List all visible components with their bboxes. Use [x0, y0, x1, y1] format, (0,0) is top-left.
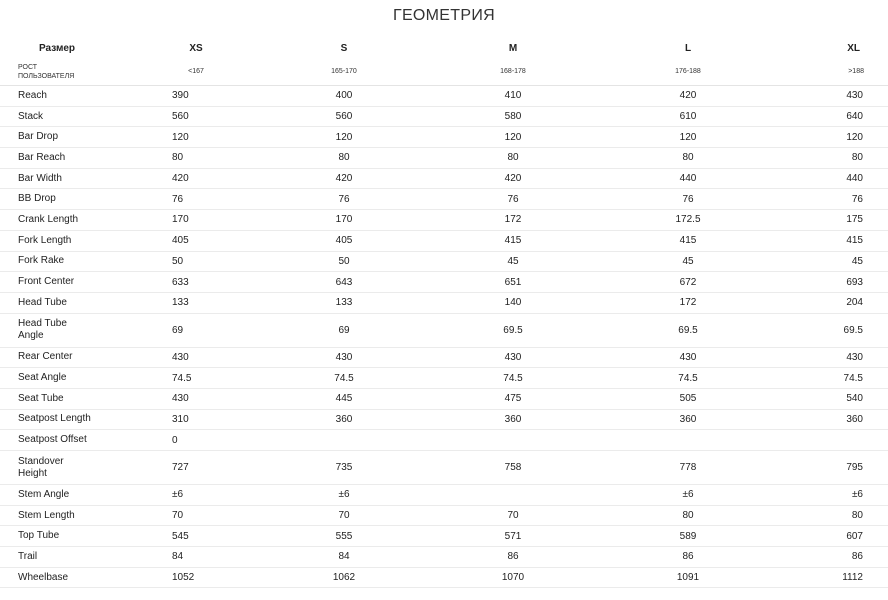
row-label: Standover Height: [0, 451, 130, 485]
cell-xs: 70: [130, 505, 262, 526]
height-l: 176-188: [600, 58, 776, 86]
row-label: BB Drop: [0, 189, 130, 210]
cell-xs: 74.5: [130, 368, 262, 389]
cell-m: 172: [426, 210, 600, 231]
size-s: S: [340, 42, 348, 54]
row-label: Head Tube: [0, 292, 130, 313]
table-row: [0, 148, 888, 169]
table-row: [0, 567, 888, 588]
table-row: [0, 368, 888, 389]
cell-m: 74.5: [426, 368, 600, 389]
height-xs: <167: [130, 58, 262, 86]
cell-xl: 80: [776, 505, 888, 526]
cell-s: 80: [262, 148, 426, 169]
cell-s: 133: [262, 292, 426, 313]
cell-s: 643: [262, 272, 426, 293]
cell-m: 580: [426, 106, 600, 127]
cell-m: 45: [426, 251, 600, 272]
row-label: Seat Angle: [0, 368, 130, 389]
cell-l: 172.5: [600, 210, 776, 231]
cell-xl: 80: [776, 148, 888, 169]
cell-xs: 69: [130, 313, 262, 347]
table-row: [0, 168, 888, 189]
cell-xs: 84: [130, 547, 262, 568]
cell-xl: ±6: [776, 485, 888, 506]
cell-xs: 80: [130, 148, 262, 169]
cell-xs: 560: [130, 106, 262, 127]
cell-s: 76: [262, 189, 426, 210]
table-row: [0, 292, 888, 313]
cell-xl: 120: [776, 127, 888, 148]
cell-xl: 69.5: [776, 313, 888, 347]
row-label: Seat Tube: [0, 388, 130, 409]
cell-s: 560: [262, 106, 426, 127]
size-xl: XL: [847, 42, 860, 54]
cell-xl: 430: [776, 347, 888, 368]
cell-xs: ±6: [130, 485, 262, 506]
cell-xs: 76: [130, 189, 262, 210]
row-label: Seatpost Length: [0, 409, 130, 430]
table-row: [0, 505, 888, 526]
cell-xl: 86: [776, 547, 888, 568]
cell-xl: 430: [776, 86, 888, 107]
cell-s: 445: [262, 388, 426, 409]
cell-xl: 45: [776, 251, 888, 272]
row-label: Fork Length: [0, 230, 130, 251]
cell-l: 76: [600, 189, 776, 210]
cell-s: 70: [262, 505, 426, 526]
table-row: [0, 230, 888, 251]
cell-m: 571: [426, 526, 600, 547]
cell-s: 50: [262, 251, 426, 272]
row-label: Stem Length: [0, 505, 130, 526]
table-row: [0, 251, 888, 272]
cell-xs: 120: [130, 127, 262, 148]
cell-m: 430: [426, 347, 600, 368]
cell-m: [426, 485, 600, 506]
cell-xs: 133: [130, 292, 262, 313]
cell-xl: 415: [776, 230, 888, 251]
cell-xl: 693: [776, 272, 888, 293]
row-label: Trail: [0, 547, 130, 568]
cell-l: 430: [600, 347, 776, 368]
cell-l: ±6: [600, 485, 776, 506]
row-label: Head Tube Angle: [0, 313, 130, 347]
cell-m: 120: [426, 127, 600, 148]
page-title: ГЕОМЕТРИЯ: [393, 7, 495, 24]
table-row: [0, 430, 888, 451]
table-row: [0, 485, 888, 506]
table-row: [0, 451, 888, 485]
size-xs: XS: [189, 42, 203, 54]
cell-l: 172: [600, 292, 776, 313]
cell-xl: 540: [776, 388, 888, 409]
cell-xl: 204: [776, 292, 888, 313]
cell-l: 69.5: [600, 313, 776, 347]
cell-s: 120: [262, 127, 426, 148]
geometry-table-body: [0, 86, 888, 588]
cell-xl: 795: [776, 451, 888, 485]
row-label: Rear Center: [0, 347, 130, 368]
table-row: [0, 106, 888, 127]
cell-l: 778: [600, 451, 776, 485]
table-row: [0, 547, 888, 568]
cell-s: 69: [262, 313, 426, 347]
cell-m: 651: [426, 272, 600, 293]
cell-s: 430: [262, 347, 426, 368]
table-row: [0, 189, 888, 210]
cell-xs: 545: [130, 526, 262, 547]
cell-m: 1070: [426, 567, 600, 588]
cell-l: 505: [600, 388, 776, 409]
height-m: 168-178: [426, 58, 600, 86]
cell-m: [426, 430, 600, 451]
geometry-table: [0, 38, 888, 588]
cell-m: 70: [426, 505, 600, 526]
height-label: РОСТ ПОЛЬЗОВАТЕЛЯ: [0, 58, 130, 86]
cell-l: 45: [600, 251, 776, 272]
row-label: Front Center: [0, 272, 130, 293]
cell-xl: 607: [776, 526, 888, 547]
cell-s: ±6: [262, 485, 426, 506]
cell-l: 440: [600, 168, 776, 189]
cell-m: 140: [426, 292, 600, 313]
cell-l: 120: [600, 127, 776, 148]
cell-xl: 74.5: [776, 368, 888, 389]
cell-s: 405: [262, 230, 426, 251]
cell-l: 672: [600, 272, 776, 293]
cell-xs: 50: [130, 251, 262, 272]
cell-xs: 390: [130, 86, 262, 107]
size-l: L: [684, 42, 692, 54]
cell-l: 610: [600, 106, 776, 127]
table-row: [0, 272, 888, 293]
cell-xl: 76: [776, 189, 888, 210]
cell-l: 74.5: [600, 368, 776, 389]
row-label: Seatpost Offset: [0, 430, 130, 451]
cell-l: 80: [600, 505, 776, 526]
cell-xl: 1112: [776, 567, 888, 588]
row-label: Stem Angle: [0, 485, 130, 506]
row-label: Bar Reach: [0, 148, 130, 169]
size-m: M: [508, 42, 518, 54]
row-label: Reach: [0, 86, 130, 107]
cell-m: 360: [426, 409, 600, 430]
cell-l: 420: [600, 86, 776, 107]
cell-s: 555: [262, 526, 426, 547]
cell-xl: 440: [776, 168, 888, 189]
cell-l: 80: [600, 148, 776, 169]
cell-m: 80: [426, 148, 600, 169]
cell-l: 360: [600, 409, 776, 430]
cell-m: 76: [426, 189, 600, 210]
cell-xl: 175: [776, 210, 888, 231]
cell-s: 1062: [262, 567, 426, 588]
cell-m: 86: [426, 547, 600, 568]
row-label: Stack: [0, 106, 130, 127]
cell-xl: 360: [776, 409, 888, 430]
cell-l: 415: [600, 230, 776, 251]
row-label: Wheelbase: [0, 567, 130, 588]
cell-m: 415: [426, 230, 600, 251]
cell-xl: [776, 430, 888, 451]
cell-l: 1091: [600, 567, 776, 588]
table-row: [0, 526, 888, 547]
cell-s: [262, 430, 426, 451]
table-row: [0, 347, 888, 368]
row-label: Bar Drop: [0, 127, 130, 148]
cell-xs: 633: [130, 272, 262, 293]
cell-m: 420: [426, 168, 600, 189]
cell-s: 74.5: [262, 368, 426, 389]
cell-l: 589: [600, 526, 776, 547]
cell-s: 735: [262, 451, 426, 485]
cell-l: 86: [600, 547, 776, 568]
cell-s: 360: [262, 409, 426, 430]
cell-m: 475: [426, 388, 600, 409]
cell-xs: 420: [130, 168, 262, 189]
height-s: 165-170: [262, 58, 426, 86]
cell-l: [600, 430, 776, 451]
row-label: Crank Length: [0, 210, 130, 231]
cell-s: 400: [262, 86, 426, 107]
cell-m: 758: [426, 451, 600, 485]
table-row: [0, 409, 888, 430]
row-label: Fork Rake: [0, 251, 130, 272]
cell-xs: 727: [130, 451, 262, 485]
cell-xs: 310: [130, 409, 262, 430]
cell-xs: 0: [130, 430, 262, 451]
cell-s: 170: [262, 210, 426, 231]
height-header-row: [0, 58, 888, 86]
cell-m: 410: [426, 86, 600, 107]
size-label: Размер: [39, 42, 76, 54]
cell-s: 420: [262, 168, 426, 189]
table-row: [0, 388, 888, 409]
row-label: Top Tube: [0, 526, 130, 547]
size-header-row: [0, 38, 888, 58]
table-row: [0, 210, 888, 231]
table-row: [0, 127, 888, 148]
height-xl: >188: [776, 58, 888, 86]
cell-m: 69.5: [426, 313, 600, 347]
table-row: [0, 86, 888, 107]
cell-xl: 640: [776, 106, 888, 127]
table-row: [0, 313, 888, 347]
cell-xs: 1052: [130, 567, 262, 588]
cell-xs: 405: [130, 230, 262, 251]
cell-xs: 430: [130, 388, 262, 409]
cell-s: 84: [262, 547, 426, 568]
cell-xs: 430: [130, 347, 262, 368]
cell-xs: 170: [130, 210, 262, 231]
row-label: Bar Width: [0, 168, 130, 189]
